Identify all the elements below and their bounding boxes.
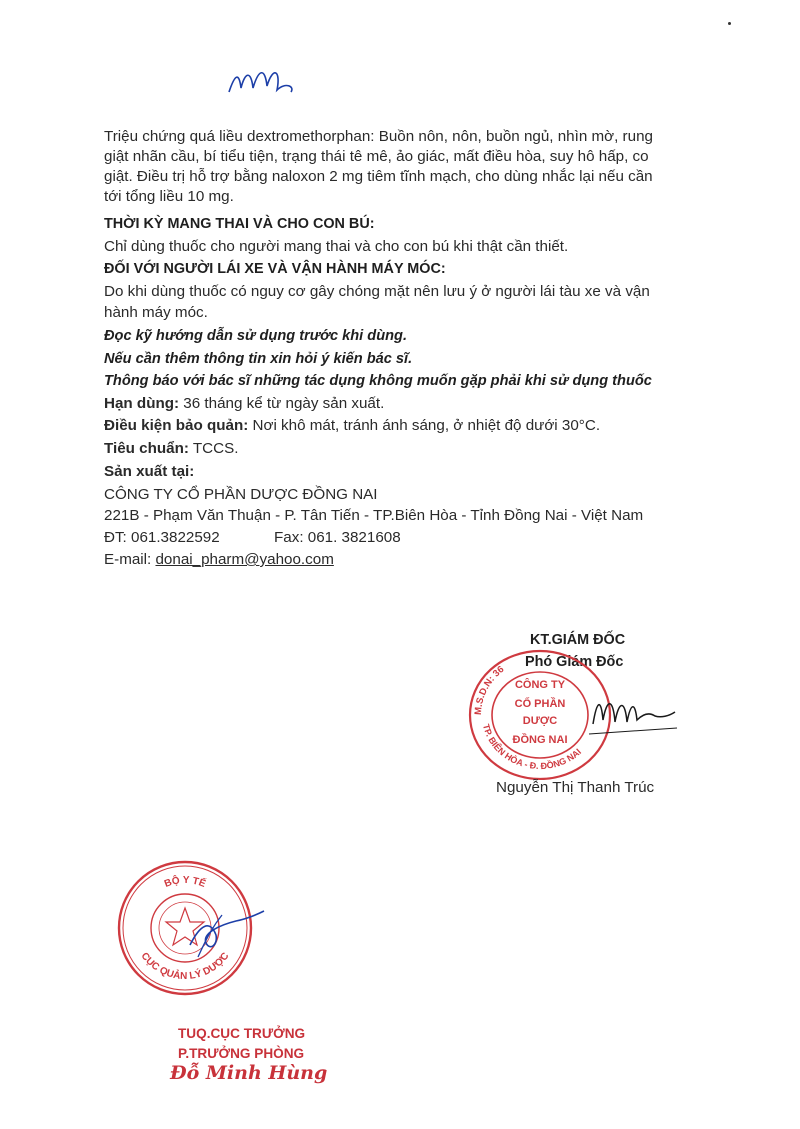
company-stamp-line-4: ĐỒNG NAI <box>512 734 568 746</box>
overdose-line-2: giật nhãn cầu, bí tiểu tiện, trạng thái tê mê, ảo giác, mất điều hòa, suy hô hấp, co <box>104 148 649 165</box>
standard-value: TCCS. <box>188 440 239 457</box>
notice-read-instructions: Đọc kỹ hướng dẫn sử dụng trước khi dùng. <box>104 328 408 344</box>
overdose-line-4: tới tổng liều 10 mg. <box>104 188 234 205</box>
expiry-label: Hạn dùng: <box>104 395 180 412</box>
ministry-stamp-top-text: BỘ Y TẾ <box>162 874 208 890</box>
ministry-stamp-bottom-text: CỤC QUẢN LÝ DƯỢC <box>138 950 232 983</box>
ministry-signoff-name: Đỗ Minh Hùng <box>170 1062 328 1084</box>
company-stamp-line-2: CỔ PHẦN <box>514 698 566 710</box>
manufacturer-fax: Fax: 061. 3821608 <box>274 529 401 546</box>
company-signoff-name: Nguyễn Thị Thanh Trúc <box>496 779 655 796</box>
company-stamp-bottom-text: TP. BIÊN HÒA - Đ. ĐỒNG NAI <box>480 722 584 772</box>
manufacturer-email-row <box>104 550 334 570</box>
expiry-row <box>104 394 384 414</box>
speck-mark <box>728 22 731 25</box>
initials-scribble <box>225 62 305 102</box>
manufacturer-address: 221B - Phạm Văn Thuận - P. Tân Tiến - TP.Biên Hòa - Tỉnh Đồng Nai - Việt Nam <box>104 507 644 524</box>
pregnancy-heading: THỜI KỲ MANG THAI VÀ CHO CON BÚ: <box>104 216 375 232</box>
storage-label: Điều kiện bảo quản: <box>104 417 249 434</box>
manufacturer-company: CÔNG TY CỔ PHẦN DƯỢC ĐỒNG NAI <box>104 486 378 503</box>
driving-line-1: Do khi dùng thuốc có nguy cơ gây chóng mặt nên lưu ý ở người lái tàu xe và vận <box>104 283 650 300</box>
email-label: E-mail: <box>104 551 156 568</box>
ministry-signoff-line-2: P.TRƯỞNG PHÒNG <box>178 1046 305 1061</box>
manufacturer-label: Sản xuất tại: <box>104 463 195 480</box>
notice-report-effects: Thông báo với bác sĩ những tác dụng không muốn gặp phải khi sử dụng thuốc <box>104 373 652 389</box>
driving-heading: ĐỐI VỚI NGƯỜI LÁI XE VÀ VẬN HÀNH MÁY MÓC: <box>104 261 446 277</box>
overdose-line-3: giật. Điều trị hỗ trợ bằng naloxon 2 mg tiêm tĩnh mạch, cho dùng nhắc lại nếu cần <box>104 168 653 185</box>
storage-value: Nơi khô mát, tránh ánh sáng, ở nhiệt độ dưới 30°C. <box>248 417 601 434</box>
company-stamp-line-3: DƯỢC <box>522 715 558 727</box>
expiry-value: 36 tháng kể từ ngày sản xuất. <box>179 395 385 412</box>
overdose-line-1: Triệu chứng quá liều dextromethorphan: Buồn nôn, nôn, buồn ngủ, nhìn mờ, rung <box>104 128 653 145</box>
pregnancy-text: Chỉ dùng thuốc cho người mang thai và cho con bú khi thật cần thiết. <box>104 238 569 255</box>
driving-line-2: hành máy móc. <box>104 304 208 321</box>
overdose-paragraph <box>104 127 744 207</box>
manufacturer-phone: ĐT: 061.3822592 <box>104 529 220 546</box>
ministry-signature <box>180 905 270 960</box>
company-signoff-title: KT.GIÁM ĐỐC <box>530 632 626 648</box>
ministry-signoff-line-1: TUQ.CỤC TRƯỞNG <box>178 1026 306 1041</box>
company-signoff-subtitle: Phó Giám Đốc <box>525 654 624 670</box>
notice-ask-doctor: Nếu cần thêm thông tin xin hỏi ý kiến bác sĩ. <box>104 351 413 367</box>
company-stamp-top-text: M.S.D.N: 36 <box>472 663 507 716</box>
standard-row <box>104 439 238 459</box>
email-link[interactable]: donai_pharm@yahoo.com <box>155 551 334 568</box>
company-signature <box>585 690 680 740</box>
company-stamp-line-1: CÔNG TY <box>514 679 566 691</box>
standard-label: Tiêu chuẩn: <box>104 440 189 457</box>
storage-row <box>104 416 600 436</box>
